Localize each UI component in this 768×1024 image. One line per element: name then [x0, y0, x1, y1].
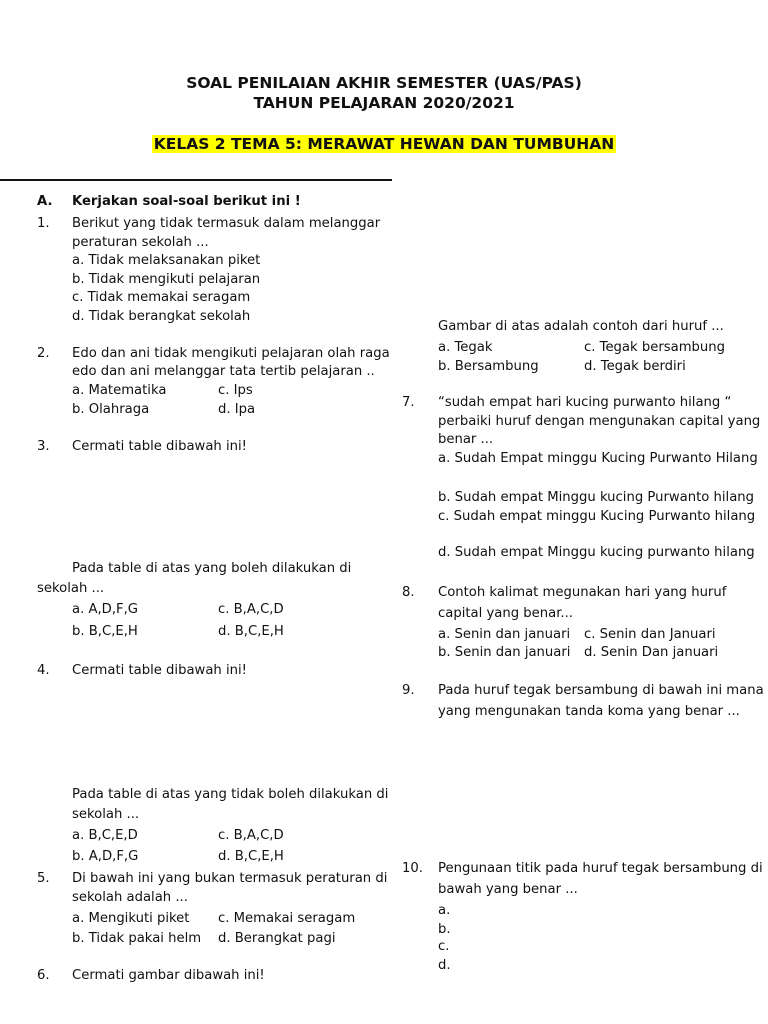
option-a: a. Mengikuti piket [72, 911, 190, 926]
option-d: d. [438, 958, 451, 973]
question-text: Cermati table dibawah ini! [72, 663, 247, 678]
class-theme-line [0, 134, 768, 154]
option-a: a. [438, 903, 451, 918]
option-d: d. Senin Dan januari [584, 645, 719, 660]
option-c: c. Senin dan Januari [584, 627, 716, 642]
question-text: Di bawah ini yang bukan termasuk peraturan di [72, 871, 388, 886]
question-text: peraturan sekolah ... [72, 235, 209, 250]
option-b: b. A,D,F,G [72, 849, 139, 864]
option-b: b. B,C,E,H [72, 624, 138, 639]
question-number: 10. [402, 861, 423, 876]
question-text: Cermati gambar dibawah ini! [72, 968, 265, 983]
option-b: b. [438, 922, 451, 937]
question-number: 3. [37, 439, 50, 454]
question-text: Pengunaan titik pada huruf tegak bersambung di [438, 861, 763, 876]
question-text: Edo dan ani tidak mengikuti pelajaran olah raga [72, 346, 390, 361]
question-number: 1. [37, 216, 50, 231]
option-d: d. Berangkat pagi [218, 931, 336, 946]
question-number: 2. [37, 346, 50, 361]
option-a: a. B,C,E,D [72, 828, 138, 843]
question-followup: sekolah ... [37, 581, 105, 596]
option-c: c. B,A,C,D [218, 828, 284, 843]
option-c: c. Memakai seragam [218, 911, 356, 926]
question-text: yang mengunakan tanda koma yang benar ... [438, 704, 740, 719]
question-number: 7. [402, 395, 415, 410]
option-c: c. Tidak memakai seragam [72, 290, 251, 305]
question-text: capital yang benar... [438, 606, 573, 621]
option-d: d. Tidak berangkat sekolah [72, 309, 251, 324]
question-text: benar ... [438, 432, 494, 447]
question-number: 8. [402, 585, 415, 600]
option-d: d. B,C,E,H [218, 849, 284, 864]
option-d: d. Sudah empat Minggu kucing purwanto hilang [438, 545, 755, 560]
option-c: c. Tegak bersambung [584, 340, 726, 355]
option-a: a. Sudah Empat minggu Kucing Purwanto Hilang [438, 451, 758, 466]
option-c: c. [438, 939, 450, 954]
question-followup: sekolah ... [72, 807, 140, 822]
option-b: b. Tidak mengikuti pelajaran [72, 272, 261, 287]
academic-year: TAHUN PELAJARAN 2020/2021 [253, 94, 515, 112]
option-d: d. Tegak berdiri [584, 359, 686, 374]
option-b: b. Senin dan januari [438, 645, 571, 660]
question-text: “sudah empat hari kucing purwanto hilang “ [438, 395, 732, 410]
option-c: c. B,A,C,D [218, 602, 284, 617]
question-number: 5. [37, 871, 50, 886]
option-c: c. Sudah empat minggu Kucing Purwanto hilang [438, 509, 756, 524]
option-a: a. Tidak melaksanakan piket [72, 253, 261, 268]
class-theme: KELAS 2 TEMA 5: MERAWAT HEWAN DAN TUMBUHAN [153, 135, 615, 153]
option-d: d. B,C,E,H [218, 624, 284, 639]
document-title: SOAL PENILAIAN AKHIR SEMESTER (UAS/PAS) [186, 74, 582, 92]
option-d: d. Ipa [218, 402, 256, 417]
question-text: sekolah adalah ... [72, 890, 188, 905]
question-text: Pada huruf tegak bersambung di bawah ini mana [438, 683, 764, 698]
option-a: a. Matematika [72, 383, 167, 398]
question-number: 9. [402, 683, 415, 698]
question-followup: Gambar di atas adalah contoh dari huruf ... [438, 319, 724, 334]
section-label: A. [37, 194, 53, 209]
question-text: bawah yang benar ... [438, 882, 578, 897]
question-text: Cermati table dibawah ini! [72, 439, 247, 454]
question-text: perbaiki huruf dengan mengunakan capital yang [438, 414, 761, 429]
option-b: b. Tidak pakai helm [72, 931, 202, 946]
option-c: c. Ips [218, 383, 253, 398]
header-divider [0, 179, 392, 181]
question-text: Contoh kalimat megunakan hari yang huruf [438, 585, 727, 600]
question-followup: Pada table di atas yang boleh dilakukan di [72, 561, 352, 576]
question-text: edo dan ani melanggar tata tertib pelajaran .. [72, 364, 375, 379]
option-b: b. Sudah empat Minggu kucing Purwanto hilang [438, 490, 755, 505]
option-b: b. Olahraga [72, 402, 150, 417]
section-title: Kerjakan soal-soal berikut ini ! [72, 194, 301, 209]
question-number: 6. [37, 968, 50, 983]
question-followup: Pada table di atas yang tidak boleh dilakukan di [72, 787, 389, 802]
question-text: Berikut yang tidak termasuk dalam melanggar [72, 216, 381, 231]
option-b: b. Bersambung [438, 359, 539, 374]
option-a: a. Senin dan januari [438, 627, 571, 642]
option-a: a. Tegak [438, 340, 493, 355]
option-a: a. A,D,F,G [72, 602, 139, 617]
question-number: 4. [37, 663, 50, 678]
